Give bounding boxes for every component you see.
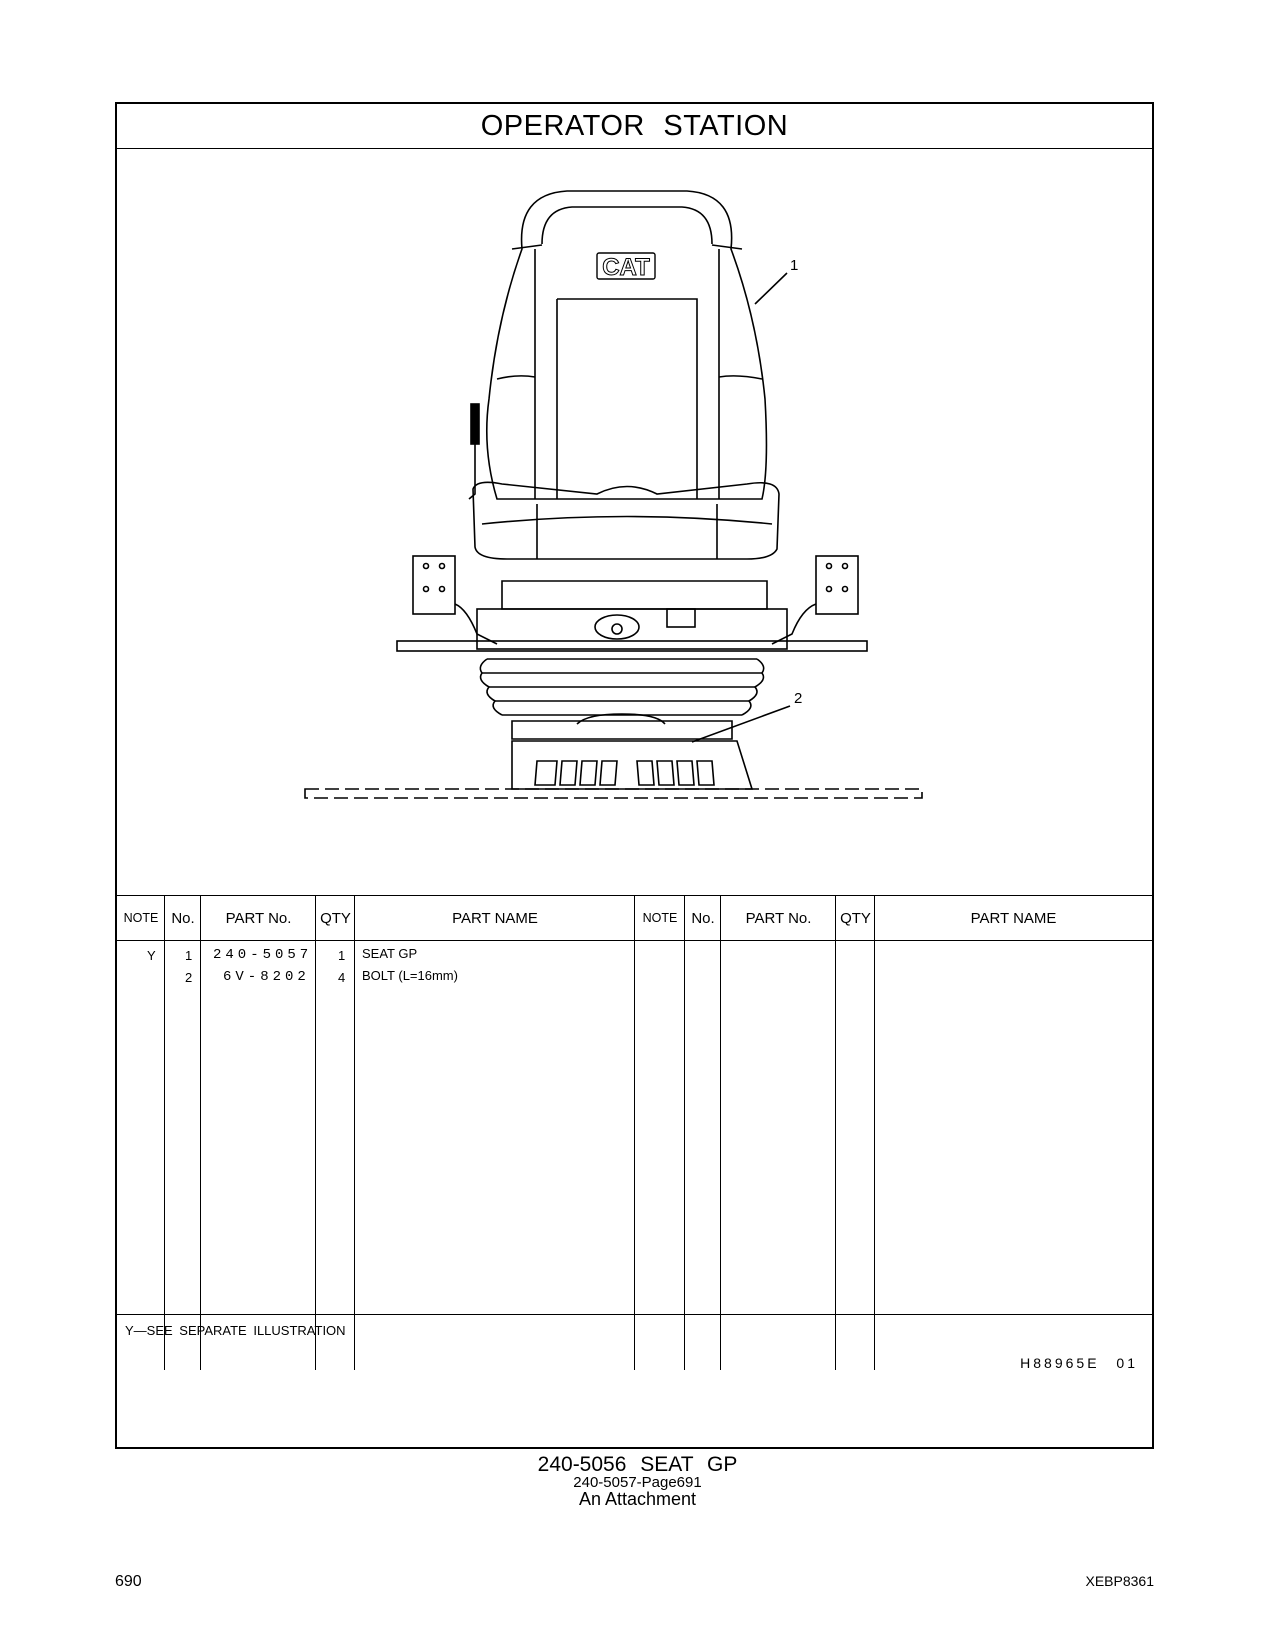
header-part-no-right: PART No.	[745, 909, 812, 927]
left-bracket	[413, 556, 455, 614]
header-no: No.	[171, 909, 195, 927]
seat-backrest-outline	[487, 191, 767, 499]
col-qty-right	[836, 896, 875, 1370]
row2-part-no: 6V-8202	[223, 969, 310, 985]
drawing-number: H88965E 01	[1020, 1355, 1138, 1371]
row1-no: 1	[185, 948, 193, 963]
col-partno-right	[721, 896, 836, 1370]
header-part-no: PART No.	[225, 909, 292, 927]
col-no-left	[165, 896, 201, 1370]
row1-note: Y	[147, 948, 156, 963]
header-note: NOTE	[123, 911, 159, 925]
header-no-right: No.	[691, 909, 715, 927]
row2-no: 2	[185, 970, 193, 985]
svg-text:CAT: CAT	[602, 254, 650, 281]
caption-reference: 240-5057-Page691	[573, 1474, 702, 1491]
col-qty-left	[316, 896, 355, 1370]
callout-leader-2	[692, 706, 790, 742]
col-note-right	[635, 896, 685, 1370]
adjust-lever-icon	[471, 404, 479, 444]
col-partno-left	[201, 896, 316, 1370]
page-number: 690	[115, 1573, 142, 1590]
col-note-left	[117, 896, 165, 1370]
row1-part-no: 240-5057	[213, 947, 313, 963]
col-no-right	[685, 896, 721, 1370]
row1-part-name: SEAT GP	[362, 946, 418, 961]
caption-group-name: 240-5056 SEAT GP	[537, 1453, 738, 1476]
callout-2: 2	[794, 690, 803, 707]
header-qty-right: QTY	[840, 909, 871, 927]
right-bracket	[816, 556, 858, 614]
header-qty: QTY	[320, 909, 351, 927]
callout-leader-1	[755, 273, 787, 304]
row2-qty: 4	[338, 970, 346, 985]
header-divider	[117, 940, 1152, 941]
callout-1: 1	[790, 257, 799, 274]
parts-page-frame	[115, 102, 1154, 1449]
caption-attachment: An Attachment	[578, 1489, 697, 1509]
page-title: OPERATOR STATION	[117, 104, 1152, 149]
header-note-right: NOTE	[642, 911, 678, 925]
row1-qty: 1	[338, 948, 346, 963]
seat-pedestal	[512, 741, 752, 789]
header-part-name-right: PART NAME	[970, 909, 1057, 927]
suspension-bellows	[482, 659, 762, 715]
cat-logo-icon	[597, 253, 655, 281]
document-id: XEBP8361	[1085, 1573, 1154, 1589]
seat-illustration	[117, 149, 1152, 895]
footnote: Y—SEE SEPARATE ILLUSTRATION	[125, 1323, 346, 1338]
parts-table	[117, 895, 1152, 1370]
header-part-name: PART NAME	[452, 909, 538, 927]
row2-part-name: BOLT (L=16mm)	[362, 968, 458, 983]
floor-plate	[305, 789, 922, 798]
footnote-area	[117, 1314, 1152, 1393]
